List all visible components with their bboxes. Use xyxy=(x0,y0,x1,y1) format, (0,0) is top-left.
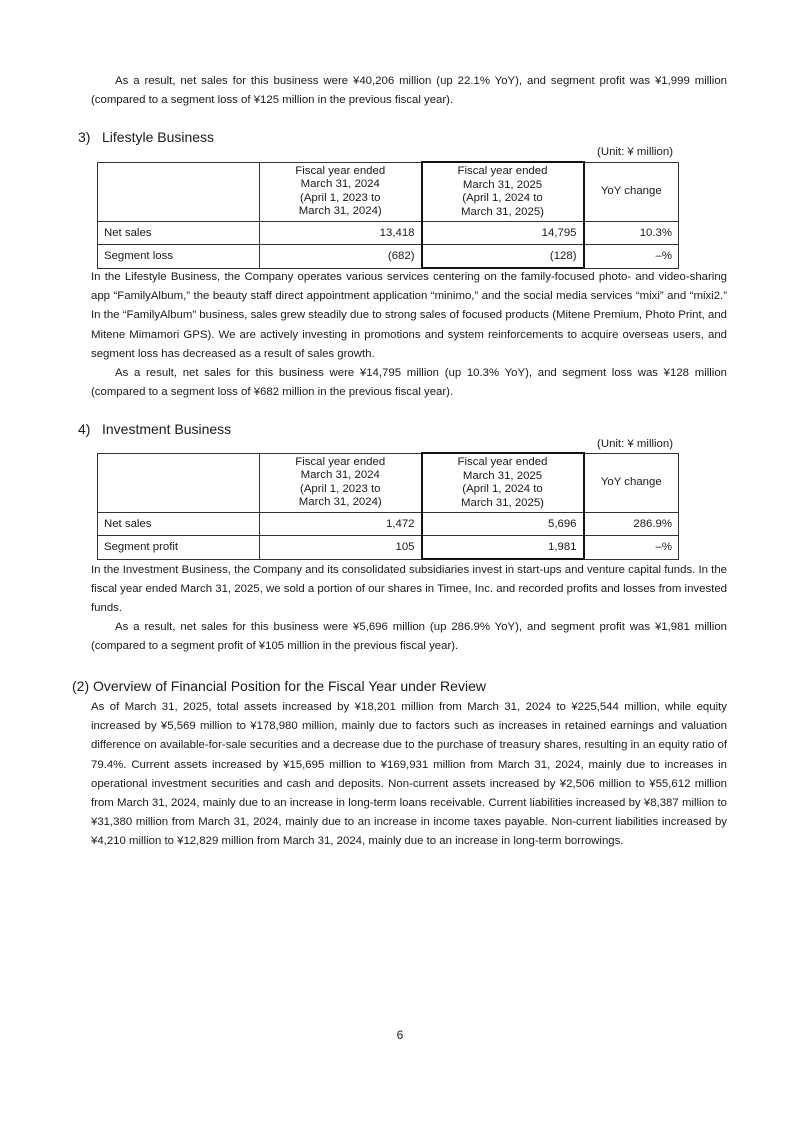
lifestyle-heading: 3) Lifestyle Business xyxy=(78,129,215,145)
table-header-row xyxy=(98,453,679,513)
header-current-year: Fiscal year ended March 31, 2025 (April 1, 2024 to March 31, 2025) xyxy=(422,162,584,222)
investment-table xyxy=(97,452,679,560)
header-yoy-change: YoY change xyxy=(584,162,679,222)
header-blank xyxy=(98,453,260,513)
header-prior-year: Fiscal year ended March 31, 2024 (April 1, 2023 to March 31, 2024) xyxy=(260,162,422,222)
current-value: 14,795 xyxy=(422,222,584,245)
row-label: Segment profit xyxy=(98,536,260,560)
lifestyle-unit-label: (Unit: ¥ million) xyxy=(597,146,673,158)
prior-value: 1,472 xyxy=(260,513,422,536)
lifestyle-paragraph-1: In the Lifestyle Business, the Company operates various services centering on the family-focused photo- and video-sharing app “FamilyAlbum,” the beauty staff direct appointment application “minimo,” and the social media services “mixi” and “mixi2.” In the “FamilyAlbum” business, sales grew steadily due to strong sales of focused products (Mitene Premium, Photo Print, and Mitene Mimamori GPS). We are actively investing in promotions and system reinforcements to acquire overseas users, and segment loss has decreased as a result of sales growth. xyxy=(91,271,727,360)
table-row xyxy=(98,536,679,560)
investment-heading: 4) Investment Business xyxy=(78,421,232,437)
table-header-row xyxy=(98,162,679,222)
page-number: 6 xyxy=(396,1028,404,1042)
financial-position-heading: (2) Overview of Financial Position for the Fiscal Year under Review xyxy=(72,678,486,694)
prior-value: 13,418 xyxy=(260,222,422,245)
investment-paragraph-2: As a result, net sales for this business were ¥5,696 million (up 286.9% YoY), and segment profit was ¥1,981 million (compared to a segment profit of ¥105 million in the previous fiscal year). xyxy=(91,621,727,653)
table-row xyxy=(98,222,679,245)
header-blank xyxy=(98,162,260,222)
prior-value: 105 xyxy=(260,536,422,560)
yoy-value: 10.3% xyxy=(584,222,679,245)
current-value: (128) xyxy=(422,245,584,269)
row-label: Net sales xyxy=(98,513,260,536)
header-prior-year: Fiscal year ended March 31, 2024 (April 1, 2023 to March 31, 2024) xyxy=(260,453,422,513)
financial-position-paragraph: As of March 31, 2025, total assets increased by ¥18,201 million from March 31, 2024 to ¥225,544 million, while equity increased by ¥5,569 million to ¥178,980 million, mainly due to factors such as increases in retained earnings and valuation difference on available-for-sale securities and a decrease due to the purchase of treasury shares, resulting in an equity ratio of 79.4%. Current assets increased by ¥15,695 million to ¥169,931 million from March 31, 2024, mainly due to increases in operational investment securities and cash and deposits. Non-current assets increased by ¥2,506 million to ¥55,612 million from March 31, 2024, mainly due to an increase in long-term loans receivable. Current liabilities increased by ¥8,387 million to ¥31,380 million from March 31, 2024, mainly due to an increase in income taxes payable. Non-current liabilities increased by ¥4,210 million to ¥12,829 million from March 31, 2024, mainly due to an increase in long-term borrowings. xyxy=(91,701,727,848)
yoy-value: –% xyxy=(584,245,679,269)
prior-value: (682) xyxy=(260,245,422,269)
table-row xyxy=(98,245,679,269)
yoy-value: 286.9% xyxy=(584,513,679,536)
header-yoy-change: YoY change xyxy=(584,453,679,513)
row-label: Net sales xyxy=(98,222,260,245)
lifestyle-paragraph-2: As a result, net sales for this business were ¥14,795 million (up 10.3% YoY), and segment loss was ¥128 million (compared to a segment loss of ¥682 million in the previous fiscal year). xyxy=(91,367,727,399)
current-value: 1,981 xyxy=(422,536,584,560)
yoy-value: –% xyxy=(584,536,679,560)
header-current-year: Fiscal year ended March 31, 2025 (April 1, 2024 to March 31, 2025) xyxy=(422,453,584,513)
intro-paragraph: As a result, net sales for this business were ¥40,206 million (up 22.1% YoY), and segment profit was ¥1,999 million (compared to a segment loss of ¥125 million in the previous fiscal year). xyxy=(91,75,727,107)
investment-paragraph-1: In the Investment Business, the Company and its consolidated subsidiaries invest in start-ups and venture capital funds. In the fiscal year ended March 31, 2025, we sold a portion of our shares in Timee, Inc. and recorded profits and losses from invested funds. xyxy=(91,564,727,615)
current-value: 5,696 xyxy=(422,513,584,536)
table-row xyxy=(98,513,679,536)
investment-unit-label: (Unit: ¥ million) xyxy=(597,438,673,450)
row-label: Segment loss xyxy=(98,245,260,269)
lifestyle-table xyxy=(97,161,679,269)
